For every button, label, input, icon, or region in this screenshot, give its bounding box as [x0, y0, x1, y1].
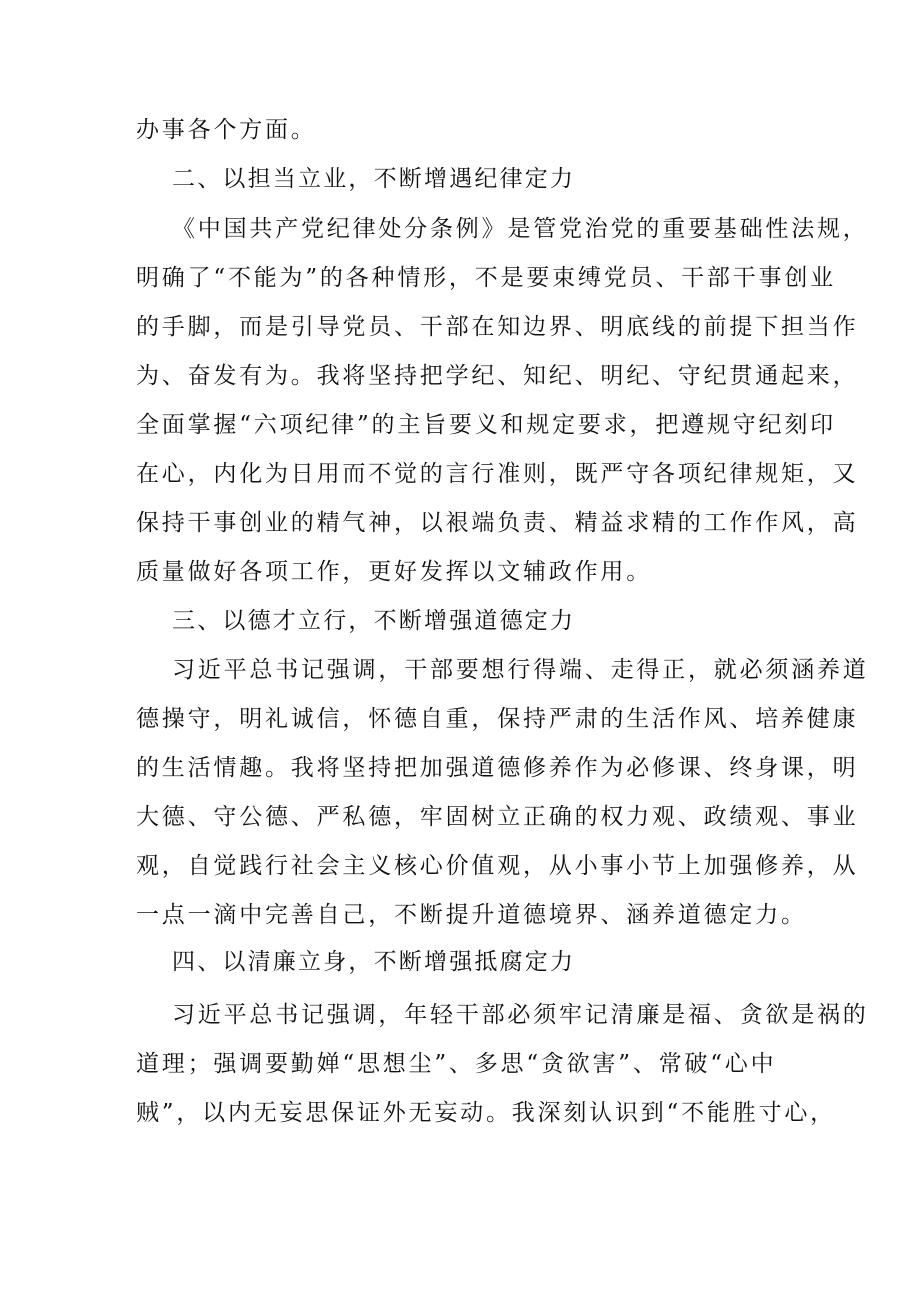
paragraph-line: 在心，内化为日用而不觉的言行准则，既严守各项纪律规矩，又 [136, 461, 859, 487]
paragraph-line: 观，自觉践行社会主义核心价值观，从小事小节上加强修养，从 [136, 853, 859, 879]
section-heading-3: 三、以德才立行，不断增强道德定力 [172, 608, 576, 634]
paragraph-line: 习近平总书记强调，年轻干部必须牢记清廉是福、贪欲是祸的 [172, 1002, 869, 1028]
section-heading-4: 四、以清廉立身，不断增强抵腐定力 [172, 949, 576, 975]
paragraph-line: 习近平总书记强调，干部要想行得端、走得正，就必须涵养道 [172, 657, 869, 683]
paragraph-line: 全面掌握“六项纪律”的主旨要义和规定要求，把遵规守纪刻印 [136, 412, 836, 438]
paragraph-line: 为、奋发有为。我将坚持把学纪、知纪、明纪、守纪贯通起来， [136, 363, 859, 389]
section-heading-2: 二、以担当立业，不断增遇纪律定力 [172, 166, 576, 192]
paragraph-line: 道理；强调要勤婵“思想尘”、多思“贪欲害”、常破“心中 [136, 1051, 777, 1077]
paragraph-line: 办事各个方面。 [136, 117, 317, 143]
paragraph-line: 明确了“不能为”的各种情形，不是要束缚党员、干部干事创业 [136, 265, 836, 291]
paragraph-line: 贼”，以内无妄思保证外无妄动。我深刻认识到“不能胜寸心， [136, 1100, 836, 1126]
paragraph-line: 大德、守公德、严私德，牢固树立正确的权力观、政绩观、事业 [136, 804, 859, 830]
paragraph-line: 的生活情趣。我将坚持把加强道德修养作为必修课、终身课，明 [136, 755, 859, 781]
paragraph-line: 《中国共产党纪律处分条例》是管党治党的重要基础性法规， [172, 216, 869, 242]
paragraph-line: 质量做好各项工作，更好发挥以文辅政作用。 [136, 559, 652, 585]
paragraph-line: 的手脚，而是引导党员、干部在知边界、明底线的前提下担当作 [136, 314, 859, 340]
paragraph-line: 德操守，明礼诚信，怀德自重，保持严肃的生活作风、培养健康 [136, 706, 859, 732]
paragraph-line: 一点一滴中完善自己，不断提升道德境界、涵养道德定力。 [136, 902, 807, 928]
paragraph-line: 保持干事创业的精气神，以裉端负责、精益求精的工作作风，高 [136, 510, 859, 536]
